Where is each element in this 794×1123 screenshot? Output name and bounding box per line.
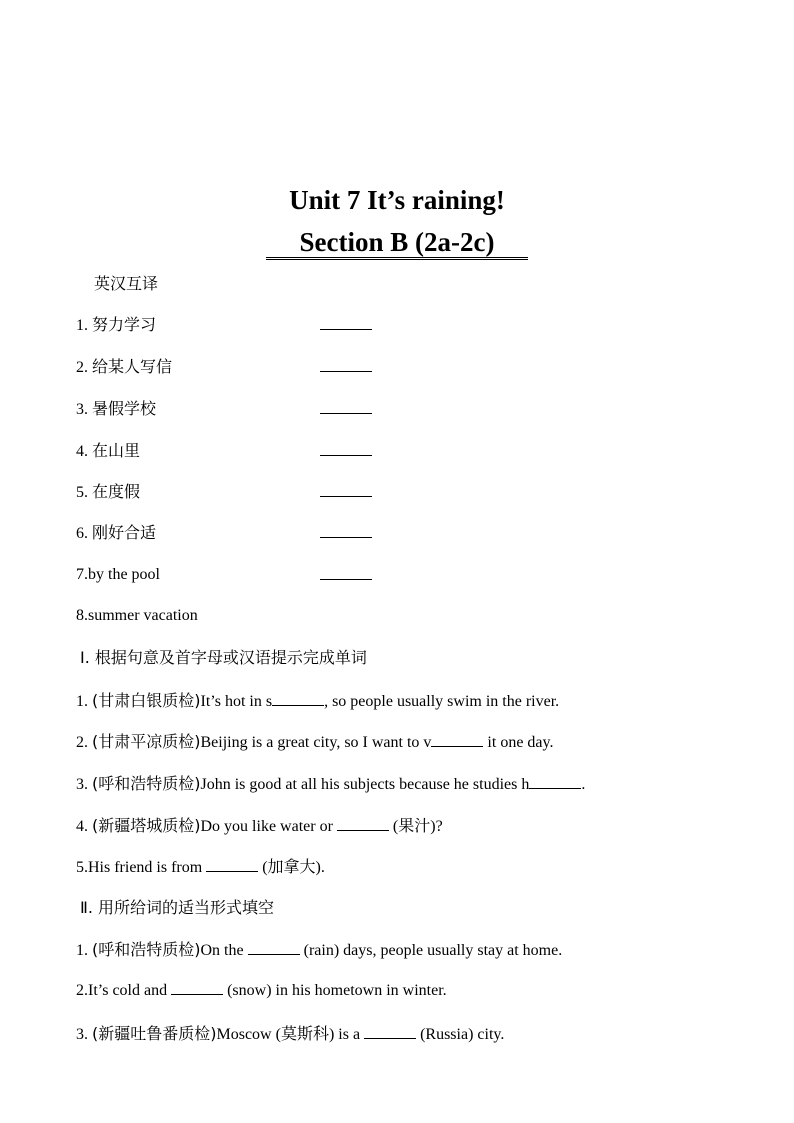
list-item: 7.by the pool bbox=[76, 564, 160, 586]
answer-blank[interactable] bbox=[320, 315, 372, 330]
section-heading-translation: 英汉互译 bbox=[94, 274, 159, 293]
answer-blank[interactable] bbox=[320, 441, 372, 456]
page-title: Unit 7 It’s raining! bbox=[289, 185, 505, 215]
list-item: 5.His friend is from (加拿大). bbox=[76, 857, 325, 876]
section-heading-2: Ⅱ. 用所给词的适当形式填空 bbox=[80, 898, 275, 917]
list-item: 1. (甘肃白银质检)It’s hot in s , so people usually swim in the river. bbox=[76, 691, 560, 710]
list-item: 4. 在山里 bbox=[76, 440, 140, 463]
answer-blank[interactable] bbox=[320, 523, 372, 538]
list-item: 3. (呼和浩特质检)John is good at all his subjects because he studies h . bbox=[76, 774, 586, 793]
answer-blank[interactable] bbox=[272, 691, 324, 706]
list-item: 3. 暑假学校 bbox=[76, 398, 156, 421]
list-item: 1. (呼和浩特质检)On the (rain) days, people usually stay at home. bbox=[76, 940, 563, 959]
answer-blank[interactable] bbox=[171, 980, 223, 995]
answer-blank[interactable] bbox=[320, 482, 372, 497]
section-heading-1: Ⅰ. 根据句意及首字母或汉语提示完成单词 bbox=[80, 648, 367, 667]
answer-blank[interactable] bbox=[337, 816, 389, 831]
list-item: 2. (甘肃平凉质检)Beijing is a great city, so I want to v it one day. bbox=[76, 732, 554, 751]
answer-blank[interactable] bbox=[206, 857, 258, 872]
answer-blank[interactable] bbox=[529, 774, 581, 789]
list-item: 6. 刚好合适 bbox=[76, 522, 156, 545]
answer-blank[interactable] bbox=[320, 357, 372, 372]
answer-blank[interactable] bbox=[320, 565, 372, 580]
list-item: 3. (新疆吐鲁番质检)Moscow (莫斯科) is a (Russia) city. bbox=[76, 1024, 505, 1043]
answer-blank[interactable] bbox=[320, 399, 372, 414]
list-item: 4. (新疆塔城质检)Do you like water or (果汁)? bbox=[76, 816, 443, 835]
list-item: 8.summer vacation bbox=[76, 607, 198, 624]
subtitle-text: Section B (2a-2c) bbox=[266, 227, 529, 260]
list-item: 5. 在度假 bbox=[76, 481, 140, 504]
answer-blank[interactable] bbox=[431, 732, 483, 747]
list-item: 1. 努力学习 bbox=[76, 314, 156, 337]
list-item: 2.It’s cold and (snow) in his hometown in winter. bbox=[76, 982, 447, 999]
answer-blank[interactable] bbox=[364, 1024, 416, 1039]
list-item: 2. 给某人写信 bbox=[76, 356, 172, 379]
answer-blank[interactable] bbox=[248, 940, 300, 955]
page-subtitle bbox=[0, 226, 794, 260]
